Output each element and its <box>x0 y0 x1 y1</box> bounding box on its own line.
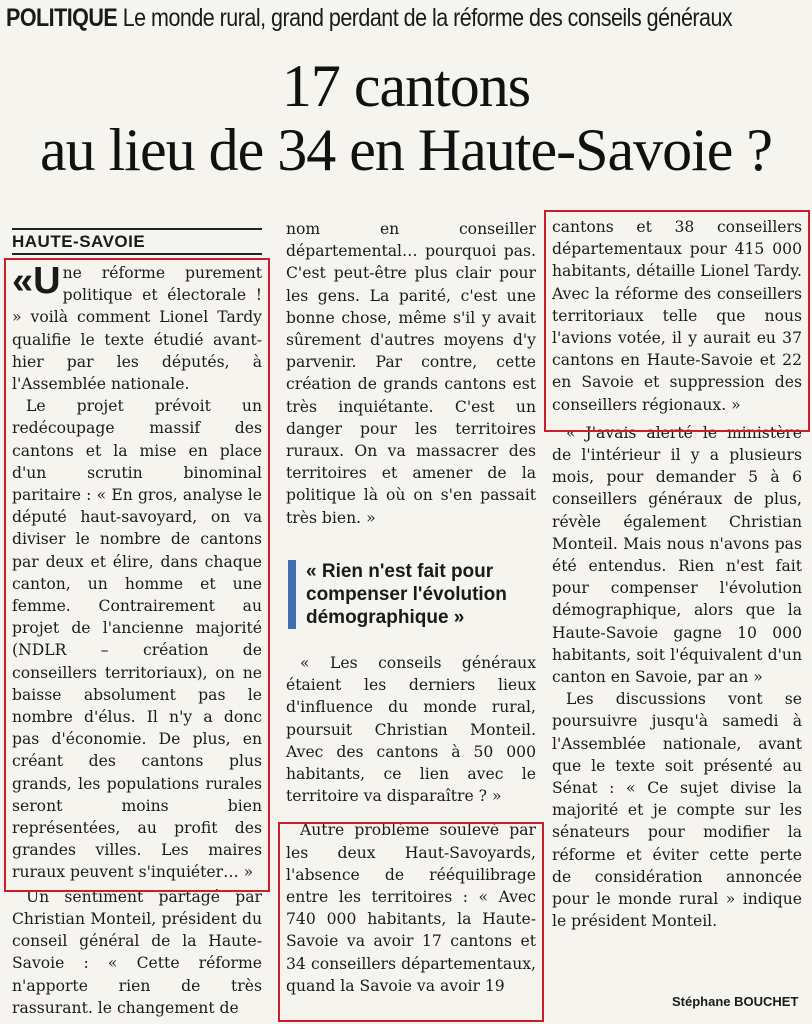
paragraph: « J'avais alerté le ministère de l'intérieur il y a plusieurs mois, pour demander 5 à 6 conseillers généraux de plus, révèle également Christian Monteil. Mais nous n'avons pas été entendus. Rien n'est fait pour compenser l'évolution démographique, alors que la Haute-Savoie gagne 10 000 habitants, soit l'équivalent d'un canton en Savoie, par an » <box>552 423 802 687</box>
paragraph: « Les conseils généraux étaient les derniers lieux d'influence du monde rural, poursuit Christian Monteil. Avec des cantons à 50 000 habitants, ce lien avec le territoire va disparaître ? » <box>286 654 536 806</box>
kicker <box>6 4 733 44</box>
paragraph: nom en conseiller départemental… pourquoi pas. C'est peut-être plus clair pour les gens. La parité, c'est une bonne chose, même s'il y avait sûrement d'autres moyens d'y parvenir. Par contre, cette création de grands cantons est très inquiétante. C'est un danger pour les territoires ruraux. On va massacrer des territoires et amener de la politique là où on s'en passait très bien. » <box>286 220 536 527</box>
paragraph: Un sentiment partagé par Christian Monteil, président du conseil général de la Haute-Savoie : « Cette réforme n'apporte rien de très rassurant. le changement de <box>12 887 262 1017</box>
highlight-box-3 <box>544 210 810 432</box>
highlight-box-2 <box>278 822 544 1022</box>
subheading: « Rien n'est fait pour compenser l'évolution démographique » <box>288 560 556 629</box>
paragraph: Les discussions vont se poursuivre jusqu'à samedi à l'Assemblée nationale, avant que le texte soit présenté au Sénat : « Ce sujet divise la majorité et je compte sur les sénateurs pour modifier la réforme et éviter cette perte de considération annoncée pour le monde rural » indique le président Monteil. <box>552 690 802 931</box>
headline-line-1: 17 cantons <box>281 53 531 119</box>
article-column-2-top <box>286 218 536 529</box>
kicker-tag: POLITIQUE <box>6 4 118 32</box>
drop-cap: «U <box>12 260 61 302</box>
author-signature: Stéphane BOUCHET <box>672 994 799 1009</box>
headline-line-2: au lieu de 34 en Haute-Savoie ? <box>39 117 773 183</box>
paragraph-text: ne réforme purement politique et électorale ! » voilà comment Lionel Tardy qualifie le texte étudié avant-hier par les députés, à l'Assemblée nationale. <box>12 264 262 394</box>
paragraph: Le projet prévoit un redécoupage massif des cantons et la mise en place d'un scrutin binominal paritaire : « En gros, analyse le député haut-savoyard, on va diviser le nombre de cantons par deux et élire, dans chaque canton, un homme et une femme. Contrairement au projet de l'ancienne majorité (NDLR – création de conseillers territoriaux), on ne baisse absolument pas le nombre d'élus. Il n'y a donc pas d'économie. De plus, en créant des cantons plus grands, les populations rurales seront moins bien représentées, au profit des grandes villes. Les maires ruraux peuvent s'inquiéter… » <box>12 397 262 882</box>
kicker-text: Le monde rural, grand perdant de la réforme des conseils généraux <box>122 4 733 32</box>
paragraph: Autre problème soulevé par les deux Haut-Savoyards, l'absence de rééquilibrage entre les territoires : « Avec 740 000 habitants, la Haute-Savoie va avoir 17 cantons et 34 conseillers départementaux, quand la Savoie va avoir 19 <box>286 821 536 995</box>
section-label: HAUTE-SAVOIE <box>12 228 262 255</box>
highlight-box-1 <box>4 258 270 892</box>
paragraph: cantons et 38 conseillers départementaux pour 415 000 habitants, détaille Lionel Tardy. Avec la réforme des conseillers territoriaux telle que nous l'avions votée, il y aurait eu 37 cantons en Haute-Savoie et 22 en Savoie et suppression des conseillers régionaux. » <box>552 218 802 414</box>
headline <box>0 54 812 182</box>
